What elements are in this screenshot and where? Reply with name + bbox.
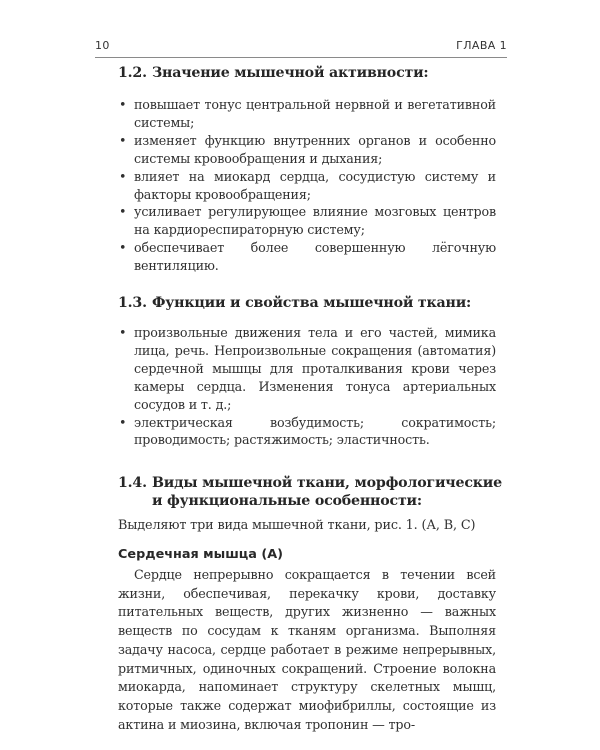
section-1-4-intro [118, 517, 496, 535]
list-item [118, 132, 496, 168]
list-item-text: повышает тонус центральной нервной и вегетативной системы; [134, 97, 496, 130]
list-item-text: влияет на миокард сердца, сосудистую систему и факторы кровообращения; [134, 168, 496, 202]
page-number: 10 [95, 39, 110, 52]
bullet-marker: • [119, 240, 127, 256]
list-item [118, 96, 496, 132]
intro-text: Выделяют три вида мышечной ткани, рис. 1. (А, В, С) [118, 518, 476, 533]
list-item-text: произвольные движения тела и его частей, мимика лица, речь. Непроизвольные сокращения (автоматия) сердечной мышцы для проталкивания крови через камеры сердца. Изменения тонуса артериальных сосудов и т. д.; [134, 325, 496, 412]
subsection-title: Сердечная мышца (А) [118, 547, 283, 562]
bullet-marker: • [119, 97, 127, 112]
list-item [118, 203, 496, 239]
section-number: 1.3. [118, 295, 147, 311]
list-item [118, 168, 496, 204]
section-title: Значение мышечной активности: [152, 65, 429, 81]
list-item-text: усиливает регулирующее влияние мозговых центров на кардиореспираторную систему; [134, 204, 496, 238]
section-1-3 [118, 294, 496, 312]
body-paragraph: Сердце непрерывно сокращается в течении всей жизни, обеспечивая, перекачку крови, доставку питательных веществ, других жизненно — важных веществ по сосудам к тканям организма. Выполняя задачу насоса, сердце работает в режиме непрерывных, ритмичных, одиночных сокращений. Строение волокна миокарда, напоминает структуру скелетных мышц, которые также содержат миофибриллы, состоящие из актина и миозина, включая тропонин — тро- [118, 567, 496, 732]
bullet-marker: • [119, 325, 127, 340]
list-item [118, 324, 496, 414]
running-header [95, 39, 507, 58]
section-number: 1.4. [118, 475, 147, 491]
list-item [118, 414, 496, 450]
section-1-2 [118, 64, 496, 82]
section-1-3-list [118, 324, 496, 449]
section-1-2-heading [118, 64, 496, 82]
subsection-heading [118, 546, 496, 564]
body-paragraph-block [118, 566, 496, 734]
section-1-4 [118, 474, 502, 510]
section-title-line2: и функциональные особенности: [152, 493, 422, 509]
section-title-line1: Виды мышечной ткани, морфологические [152, 475, 502, 491]
bullet-marker: • [119, 414, 127, 430]
bullet-marker: • [119, 204, 127, 220]
chapter-label: ГЛАВА 1 [456, 39, 507, 52]
section-title: Функции и свойства мышечной ткани: [152, 295, 472, 311]
list-item-text: изменяет функцию внутренних органов и особенно системы кровообращения и дыхания; [134, 132, 496, 166]
bullet-marker: • [119, 132, 127, 148]
section-1-3-heading [118, 294, 496, 312]
list-item-text: электрическая возбудимость; сократимость; проводимость; растяжимость; эластичность. [134, 414, 496, 448]
list-item [118, 239, 496, 275]
list-item-text: обеспечивает более совершенную лёгочную вентиляцию. [134, 240, 496, 274]
section-1-4-heading [118, 474, 502, 510]
section-number: 1.2. [118, 65, 147, 81]
bullet-marker: • [119, 168, 127, 184]
section-1-2-list [118, 96, 496, 275]
